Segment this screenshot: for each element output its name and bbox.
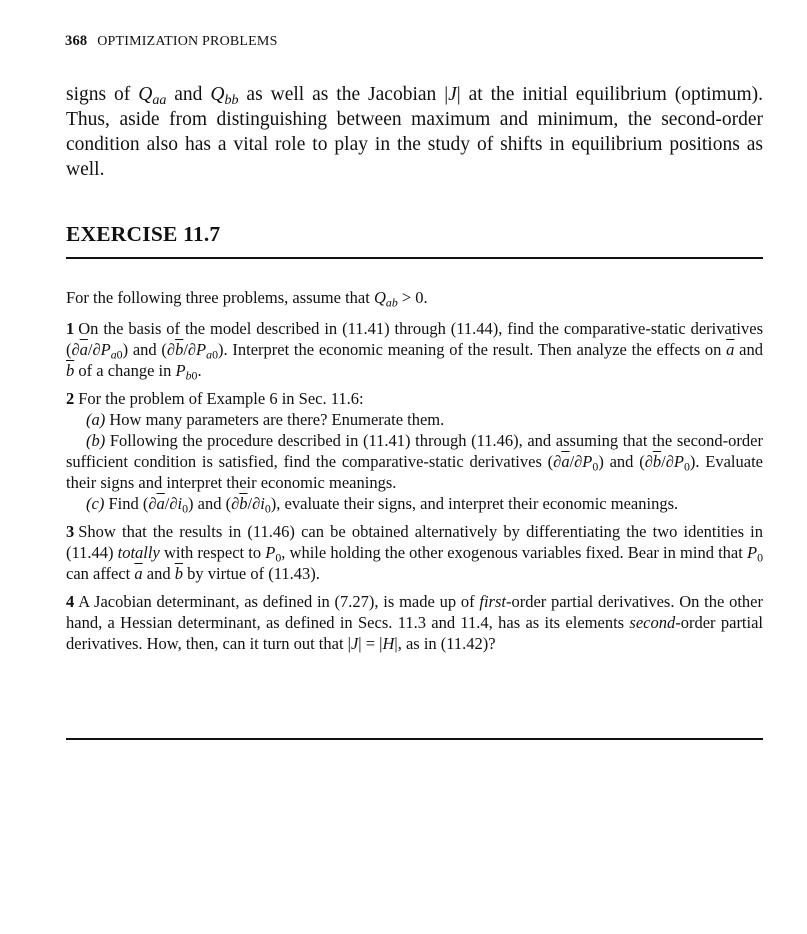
problem-number: 1 [66, 319, 75, 338]
running-head [65, 33, 278, 50]
page-number: 368 [65, 33, 88, 49]
problem-4: 4 A Jacobian determinant, as defined in (7.27), is made up of first-order partial derivatives. On the other hand, a Hessian determinant, as defined in Secs. 11.3 and 11.4, has as its elements second-order partial derivatives. How, then, can it turn out that |J| = |H|, as in (11.42)? [66, 592, 764, 653]
problem-1: 1 On the basis of the model described in (11.41) through (11.44), find the comparative-static derivatives $(\partial\overline{a}/\partial P_{a0})$ and $(\partial\overline{b}/\partial P_{a0})$. Interpret the economic meaning of the result. Then analyze the effects on $\overline{a}$ and $\overline{b}$ of a change in $P_{b0}$. [66, 319, 763, 383]
problem-number: 4 [66, 592, 75, 611]
problem-2c: (c) Find $(\partial\overline{a}/\partial i_0)$ and $(\partial\overline{b}/\partial i_0)$, evaluate their signs, and interpret their economic meanings. [86, 494, 679, 516]
problem-2b: (b) Following the procedure described in (11.41) through (11.46), and assuming that the second-order sufficient condition is satisfied, find the comparative-static derivatives $(\partial\overline{a}/\partial P_0)$ and $(\partial\overline{b}/\partial P_0)$. Evaluate their signs and interpret their economic meanings. [66, 431, 763, 492]
problem-list [66, 318, 763, 661]
exercise-bottom-rule [66, 738, 763, 740]
intro-paragraph: signs of $Q_{aa}$ and $Q_{bb}$ as well as the Jacobian |J| at the initial equilibrium (optimum). Thus, aside from distinguishing between maximum and minimum, the second-order condition also has a vital role to play in the study of shifts in equilibrium positions as well. [66, 84, 763, 180]
problem-2a: (a) How many parameters are there? Enumerate them. [86, 410, 445, 429]
running-title: OPTIMIZATION PROBLEMS [97, 34, 278, 49]
problem-number: 2 [66, 389, 75, 408]
problem-3: 3 Show that the results in (11.46) can be obtained alternatively by differentiating the two identities in (11.44) totally with respect to $P_0$, while holding the other exogenous variables fixed. Bear in mind that $P_0$ can affect $\overline{a}$ and $\overline{b}$ by virtue of (11.43). [66, 522, 763, 583]
problem-2: 2 For the problem of Example 6 in Sec. 11.6: (a) How many parameters are there? Enumerate them. (b) Following the procedure described in (11.41) through (11.46), and assuming that the second-order sufficient condition is satisfied, find the comparative-static derivatives $(\partial\overline{a}/\partial P_0)$ and $(\partial\overline{b}/\partial P_0)$. Evaluate their signs and interpret their economic meanings. (c) Find $(\partial\overline{a}/\partial i_0)$ and $(\partial\overline{b}/\partial i_0)$, evaluate their signs, and interpret their economic meanings. [66, 389, 763, 516]
exercise-title: EXERCISE 11.7 [66, 222, 221, 246]
exercise-assumption: For the following three problems, assume that $Q_{ab} > 0$. [66, 288, 428, 310]
exercise-top-rule [66, 257, 763, 259]
problem-number: 3 [66, 522, 75, 541]
